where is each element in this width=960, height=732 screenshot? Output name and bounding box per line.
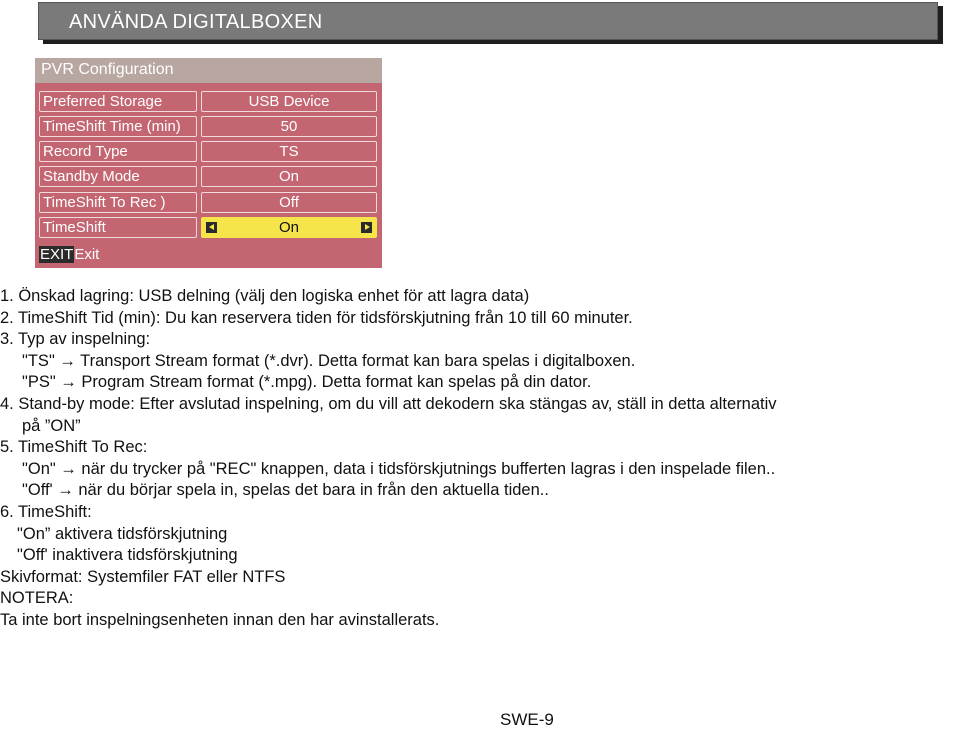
pvr-row-label: TimeShift <box>39 217 197 238</box>
text-line: 5. TimeShift To Rec: <box>0 438 148 457</box>
pvr-row-label: Preferred Storage <box>39 91 197 112</box>
pvr-configuration-panel <box>35 58 382 268</box>
pvr-row-preferred-storage[interactable] <box>39 91 377 112</box>
text-line: "On" → när du trycker på "REC" knappen, data i tidsförskjutnings bufferten lagras i den inspelade filen.. <box>22 459 776 478</box>
pvr-row-label: Standby Mode <box>39 166 197 187</box>
pvr-row-label: TimeShift Time (min) <box>39 116 197 137</box>
pvr-row-value[interactable]: USB Device <box>201 91 377 112</box>
pvr-row-record-type[interactable] <box>39 141 377 162</box>
text-line: 2. TimeShift Tid (min): Du kan reservera tiden för tidsförskjutning från 10 till 60 minuter. <box>0 308 633 327</box>
pvr-row-value-selected[interactable] <box>201 217 377 238</box>
pvr-row-value[interactable]: 50 <box>201 116 377 137</box>
arrow-left-icon[interactable] <box>206 222 217 233</box>
pvr-exit-button[interactable] <box>39 246 99 264</box>
pvr-row-timeshift-time[interactable] <box>39 116 377 137</box>
text-line: "PS" → Program Stream format (*.mpg). Detta format kan spelas på din dator. <box>22 373 592 392</box>
pvr-title: PVR Configuration <box>41 61 174 78</box>
arrow-right-icon[interactable] <box>361 222 372 233</box>
text-line: "Off' inaktivera tidsförskjutning <box>17 546 238 565</box>
text-line: NOTERA: <box>0 589 74 608</box>
text-line: Ta inte bort inspelningsenheten innan den har avinstallerats. <box>0 610 440 629</box>
text-line: 3. Typ av inspelning: <box>0 330 151 349</box>
pvr-row-timeshift-to-rec[interactable] <box>39 192 377 213</box>
text-line: 1. Önskad lagring: USB delning (välj den logiska enhet för att lagra data) <box>0 287 530 305</box>
pvr-row-standby-mode[interactable] <box>39 166 377 187</box>
page-number: SWE-9 <box>500 710 554 729</box>
text-line: 6. TimeShift: <box>0 502 92 521</box>
pvr-row-label: TimeShift To Rec ) <box>39 192 197 213</box>
header-banner <box>38 2 938 40</box>
exit-key-icon: EXIT <box>40 246 74 263</box>
text-line: "TS" → Transport Stream format (*.dvr). Detta format kan bara spelas i digitalboxen. <box>22 351 636 370</box>
page-title: ANVÄNDA DIGITALBOXEN <box>69 11 323 33</box>
pvr-row-timeshift[interactable] <box>39 217 377 238</box>
text-line: "On” aktivera tidsförskjutning <box>17 524 228 543</box>
text-line: "Off' → när du börjar spela in, spelas det bara in från den aktuella tiden.. <box>22 481 549 500</box>
text-line: 4. Stand-by mode: Efter avslutad inspelning, om du vill att dekodern ska stängas av, ställ in detta alternativ <box>0 394 777 413</box>
pvr-row-value[interactable]: Off <box>201 192 377 213</box>
pvr-row-label: Record Type <box>39 141 197 162</box>
pvr-row-value[interactable]: On <box>201 166 377 187</box>
exit-label: Exit <box>74 246 100 263</box>
text-line: Skivformat: Systemfiler FAT eller NTFS <box>0 567 286 586</box>
instructions-text <box>0 286 960 632</box>
text-line: på ”ON” <box>22 416 81 435</box>
pvr-row-value[interactable]: TS <box>201 141 377 162</box>
pvr-selected-value: On <box>278 219 299 236</box>
pvr-title-bar <box>35 58 382 83</box>
